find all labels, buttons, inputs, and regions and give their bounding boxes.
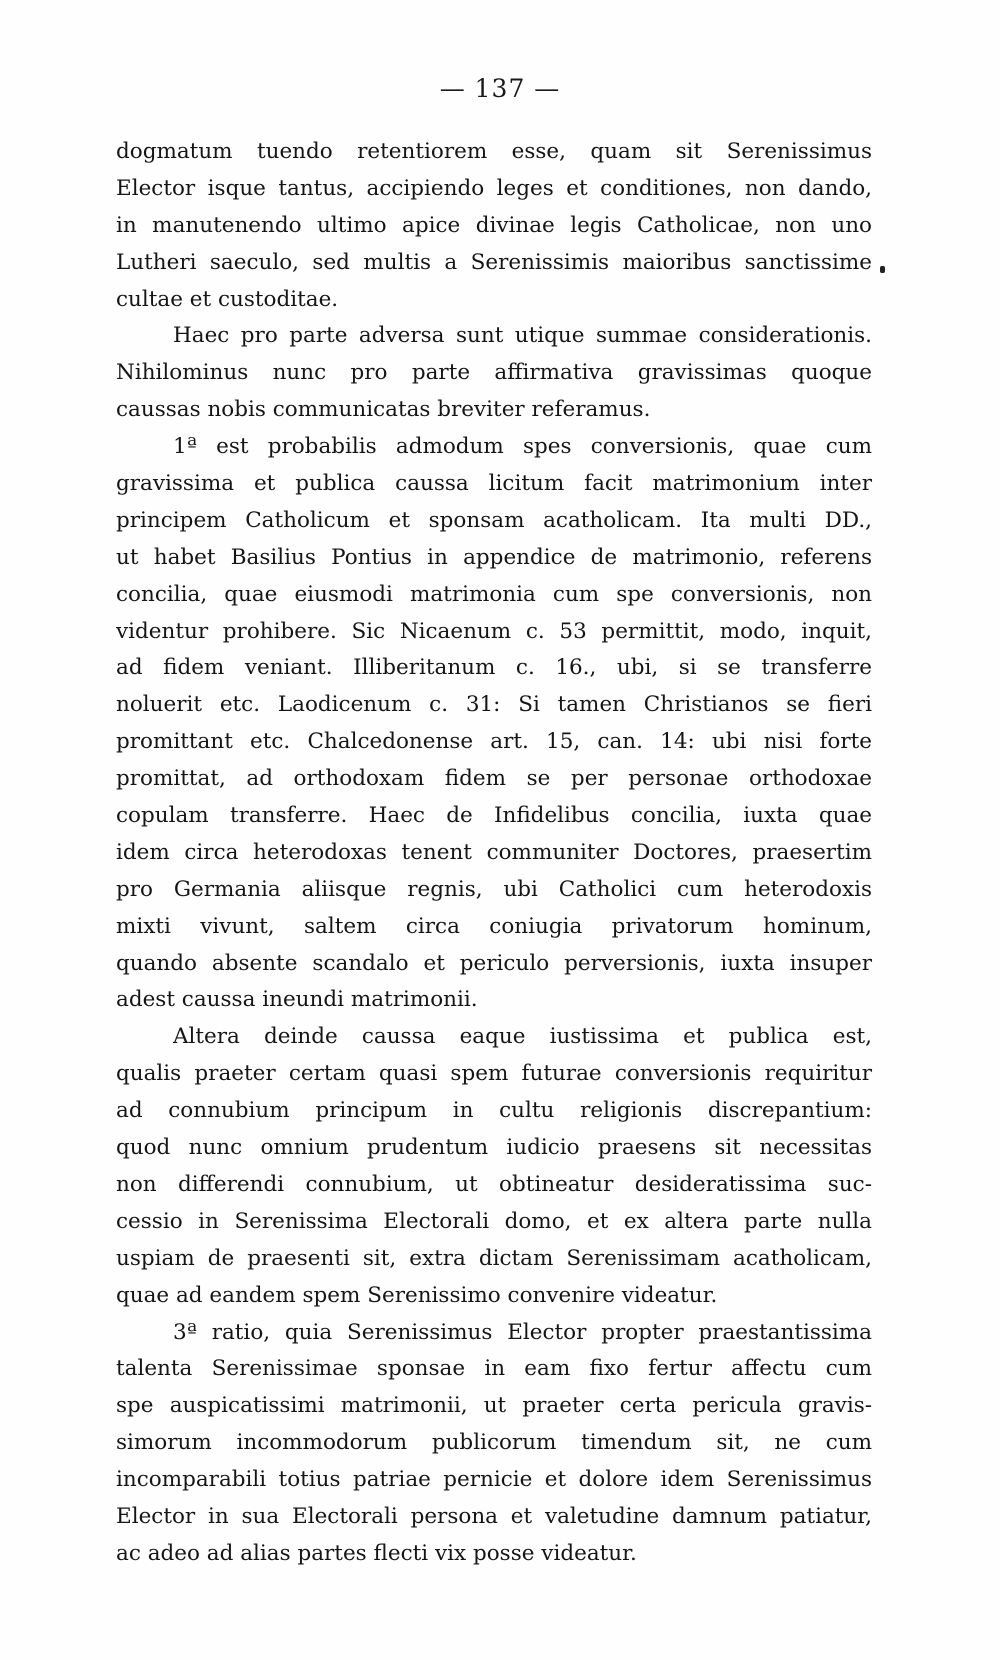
text-line: Altera deinde caussa eaque iustissima et publica est, (173, 1024, 872, 1050)
text-line: noluerit etc. Laodicenum c. 31: Si tamen Christianos se fieri (116, 692, 872, 718)
text-line: principem Catholicum et sponsam acatholicam. Ita multi DD., (116, 507, 872, 533)
paragraph (116, 318, 872, 429)
text-line: mixti vivunt, saltem circa coniugia privatorum hominum, (116, 913, 872, 939)
text-line: ut habet Basilius Pontius in appendice de matrimonio, referens (116, 544, 872, 570)
text-line: non differendi connubium, ut obtineatur desideratissima suc- (116, 1171, 872, 1197)
text-line: Haec pro parte adversa sunt utique summae considerationis. (173, 323, 872, 349)
text-line: copulam transferre. Haec de Infidelibus concilia, iuxta quae (116, 803, 872, 829)
text-line: simorum incommodorum publicorum timendum sit, ne cum (116, 1430, 872, 1456)
text-line: pro Germania aliisque regnis, ubi Catholici cum heterodoxis (116, 876, 872, 902)
body-text (116, 134, 872, 1573)
text-line: cultae et custoditae. (116, 286, 339, 312)
text-line: videntur prohibere. Sic Nicaenum c. 53 permittit, modo, inquit, (116, 618, 872, 644)
page-number: — 137 — (439, 74, 561, 103)
text-line: spe auspicatissimi matrimonii, ut praeter certa pericula gravis- (116, 1393, 872, 1419)
text-line: quod nunc omnium prudentum iudicio praesens sit necessitas (116, 1135, 872, 1161)
text-line: talenta Serenissimae sponsae in eam fixo fertur affectu cum (116, 1356, 872, 1382)
text-line: ad fidem veniant. Illiberitanum c. 16., ubi, si se transferre (116, 655, 872, 681)
text-line: promittat, ad orthodoxam fidem se per personae orthodoxae (116, 766, 872, 792)
text-line: quae ad eandem spem Serenissimo convenire videatur. (116, 1282, 718, 1308)
text-line: incomparabili totius patriae pernicie et dolore idem Serenissimus (116, 1467, 872, 1493)
text-line: 1ª est probabilis admodum spes conversionis, quae cum (173, 434, 872, 460)
text-line: in manutenendo ultimo apice divinae legis Catholicae, non uno (116, 212, 872, 238)
text-line: Elector in sua Electorali persona et valetudine damnum patiatur, (116, 1503, 872, 1529)
text-line: 3ª ratio, quia Serenissimus Elector propter praestantissima (173, 1319, 872, 1345)
text-line: idem circa heterodoxas tenent communiter Doctores, praesertim (116, 839, 872, 865)
text-line: quando absente scandalo et periculo perversionis, iuxta insuper (116, 950, 872, 976)
paragraph (116, 1315, 872, 1573)
text-line: uspiam de praesenti sit, extra dictam Serenissimam acatholicam, (116, 1245, 872, 1271)
text-line: promittant etc. Chalcedonense art. 15, can. 14: ubi nisi forte (116, 729, 872, 755)
text-line: caussas nobis communicatas breviter referamus. (116, 397, 651, 423)
text-line: Elector isque tantus, accipiendo leges et conditiones, non dando, (116, 175, 872, 201)
text-line: dogmatum tuendo retentiorem esse, quam sit Serenissimus (116, 139, 872, 164)
text-line: ac adeo ad alias partes flecti vix posse videatur. (116, 1540, 637, 1566)
paragraph (116, 1019, 872, 1314)
text-line: ad connubium principum in cultu religionis discrepantium: (116, 1098, 872, 1124)
text-line: Nihilominus nunc pro parte affirmativa gravissimas quoque (116, 360, 872, 386)
margin-mark (880, 266, 885, 273)
paragraph (116, 429, 872, 1019)
text-line: adest caussa ineundi matrimonii. (116, 987, 478, 1013)
text-line: concilia, quae eiusmodi matrimonia cum spe conversionis, non (116, 581, 872, 607)
text-line: cessio in Serenissima Electorali domo, et ex altera parte nulla (116, 1208, 872, 1234)
text-line: gravissima et publica caussa licitum facit matrimonium inter (116, 471, 872, 497)
text-line: qualis praeter certam quasi spem futurae conversionis requiritur (116, 1061, 872, 1087)
paragraph (116, 134, 872, 318)
text-line: Lutheri saeculo, sed multis a Serenissimis maioribus sanctissime (116, 249, 872, 275)
